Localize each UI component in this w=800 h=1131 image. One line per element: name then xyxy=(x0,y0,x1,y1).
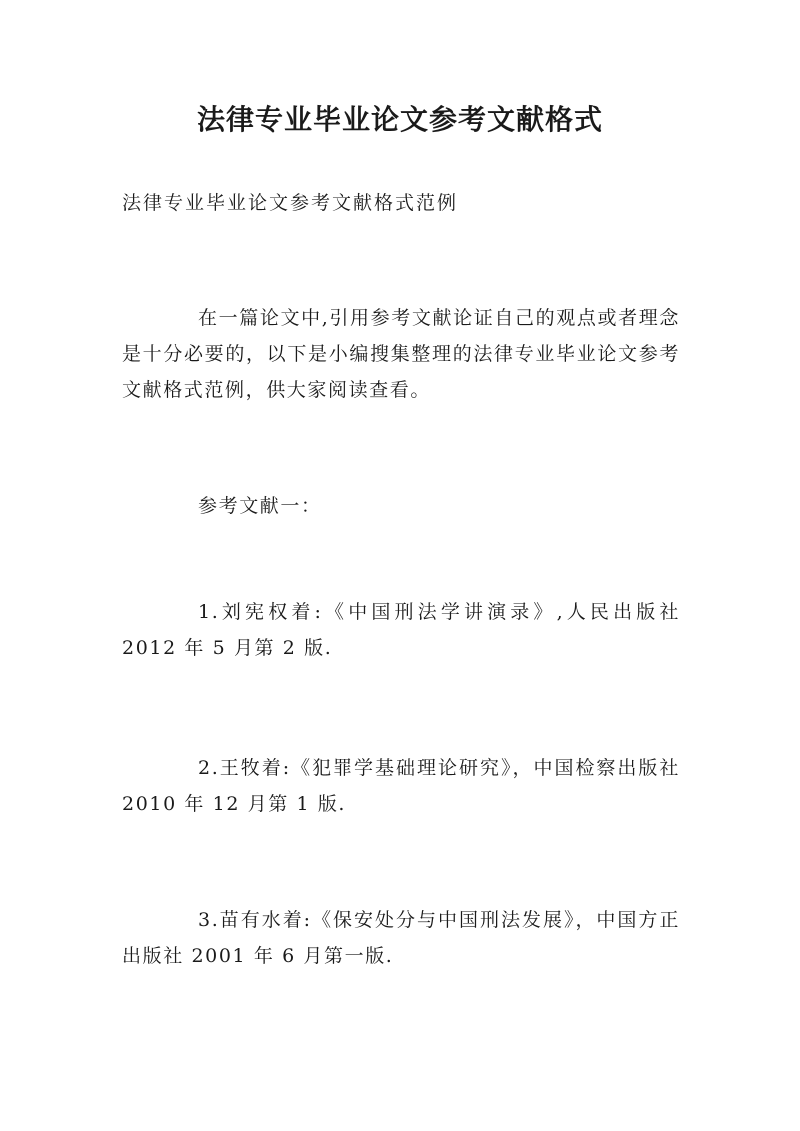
section-label: 参考文献一： xyxy=(198,495,322,517)
document-subtitle: 法律专业毕业论文参考文献格式范例 xyxy=(122,192,459,214)
reference-item: 2.王牧着:《犯罪学基础理论研究》，中国检察出版社 2010 年 12 月第 1 版. xyxy=(122,757,680,815)
reference-item: 1.刘宪权着:《中国刑法学讲演录》,人民出版社 2012 年 5 月第 2 版. xyxy=(122,601,680,659)
reference-item: 3.苗有水着:《保安处分与中国刑法发展》，中国方正出版社 2001 年 6 月第一版. xyxy=(122,909,680,967)
intro-paragraph: 在一篇论文中,引用参考文献论证自己的观点或者理念是十分必要的，以下是小编搜集整理的法律专业毕业论文参考文献格式范例，供大家阅读查看。 xyxy=(122,307,680,401)
page-title: 法律专业毕业论文参考文献格式 xyxy=(196,103,603,136)
